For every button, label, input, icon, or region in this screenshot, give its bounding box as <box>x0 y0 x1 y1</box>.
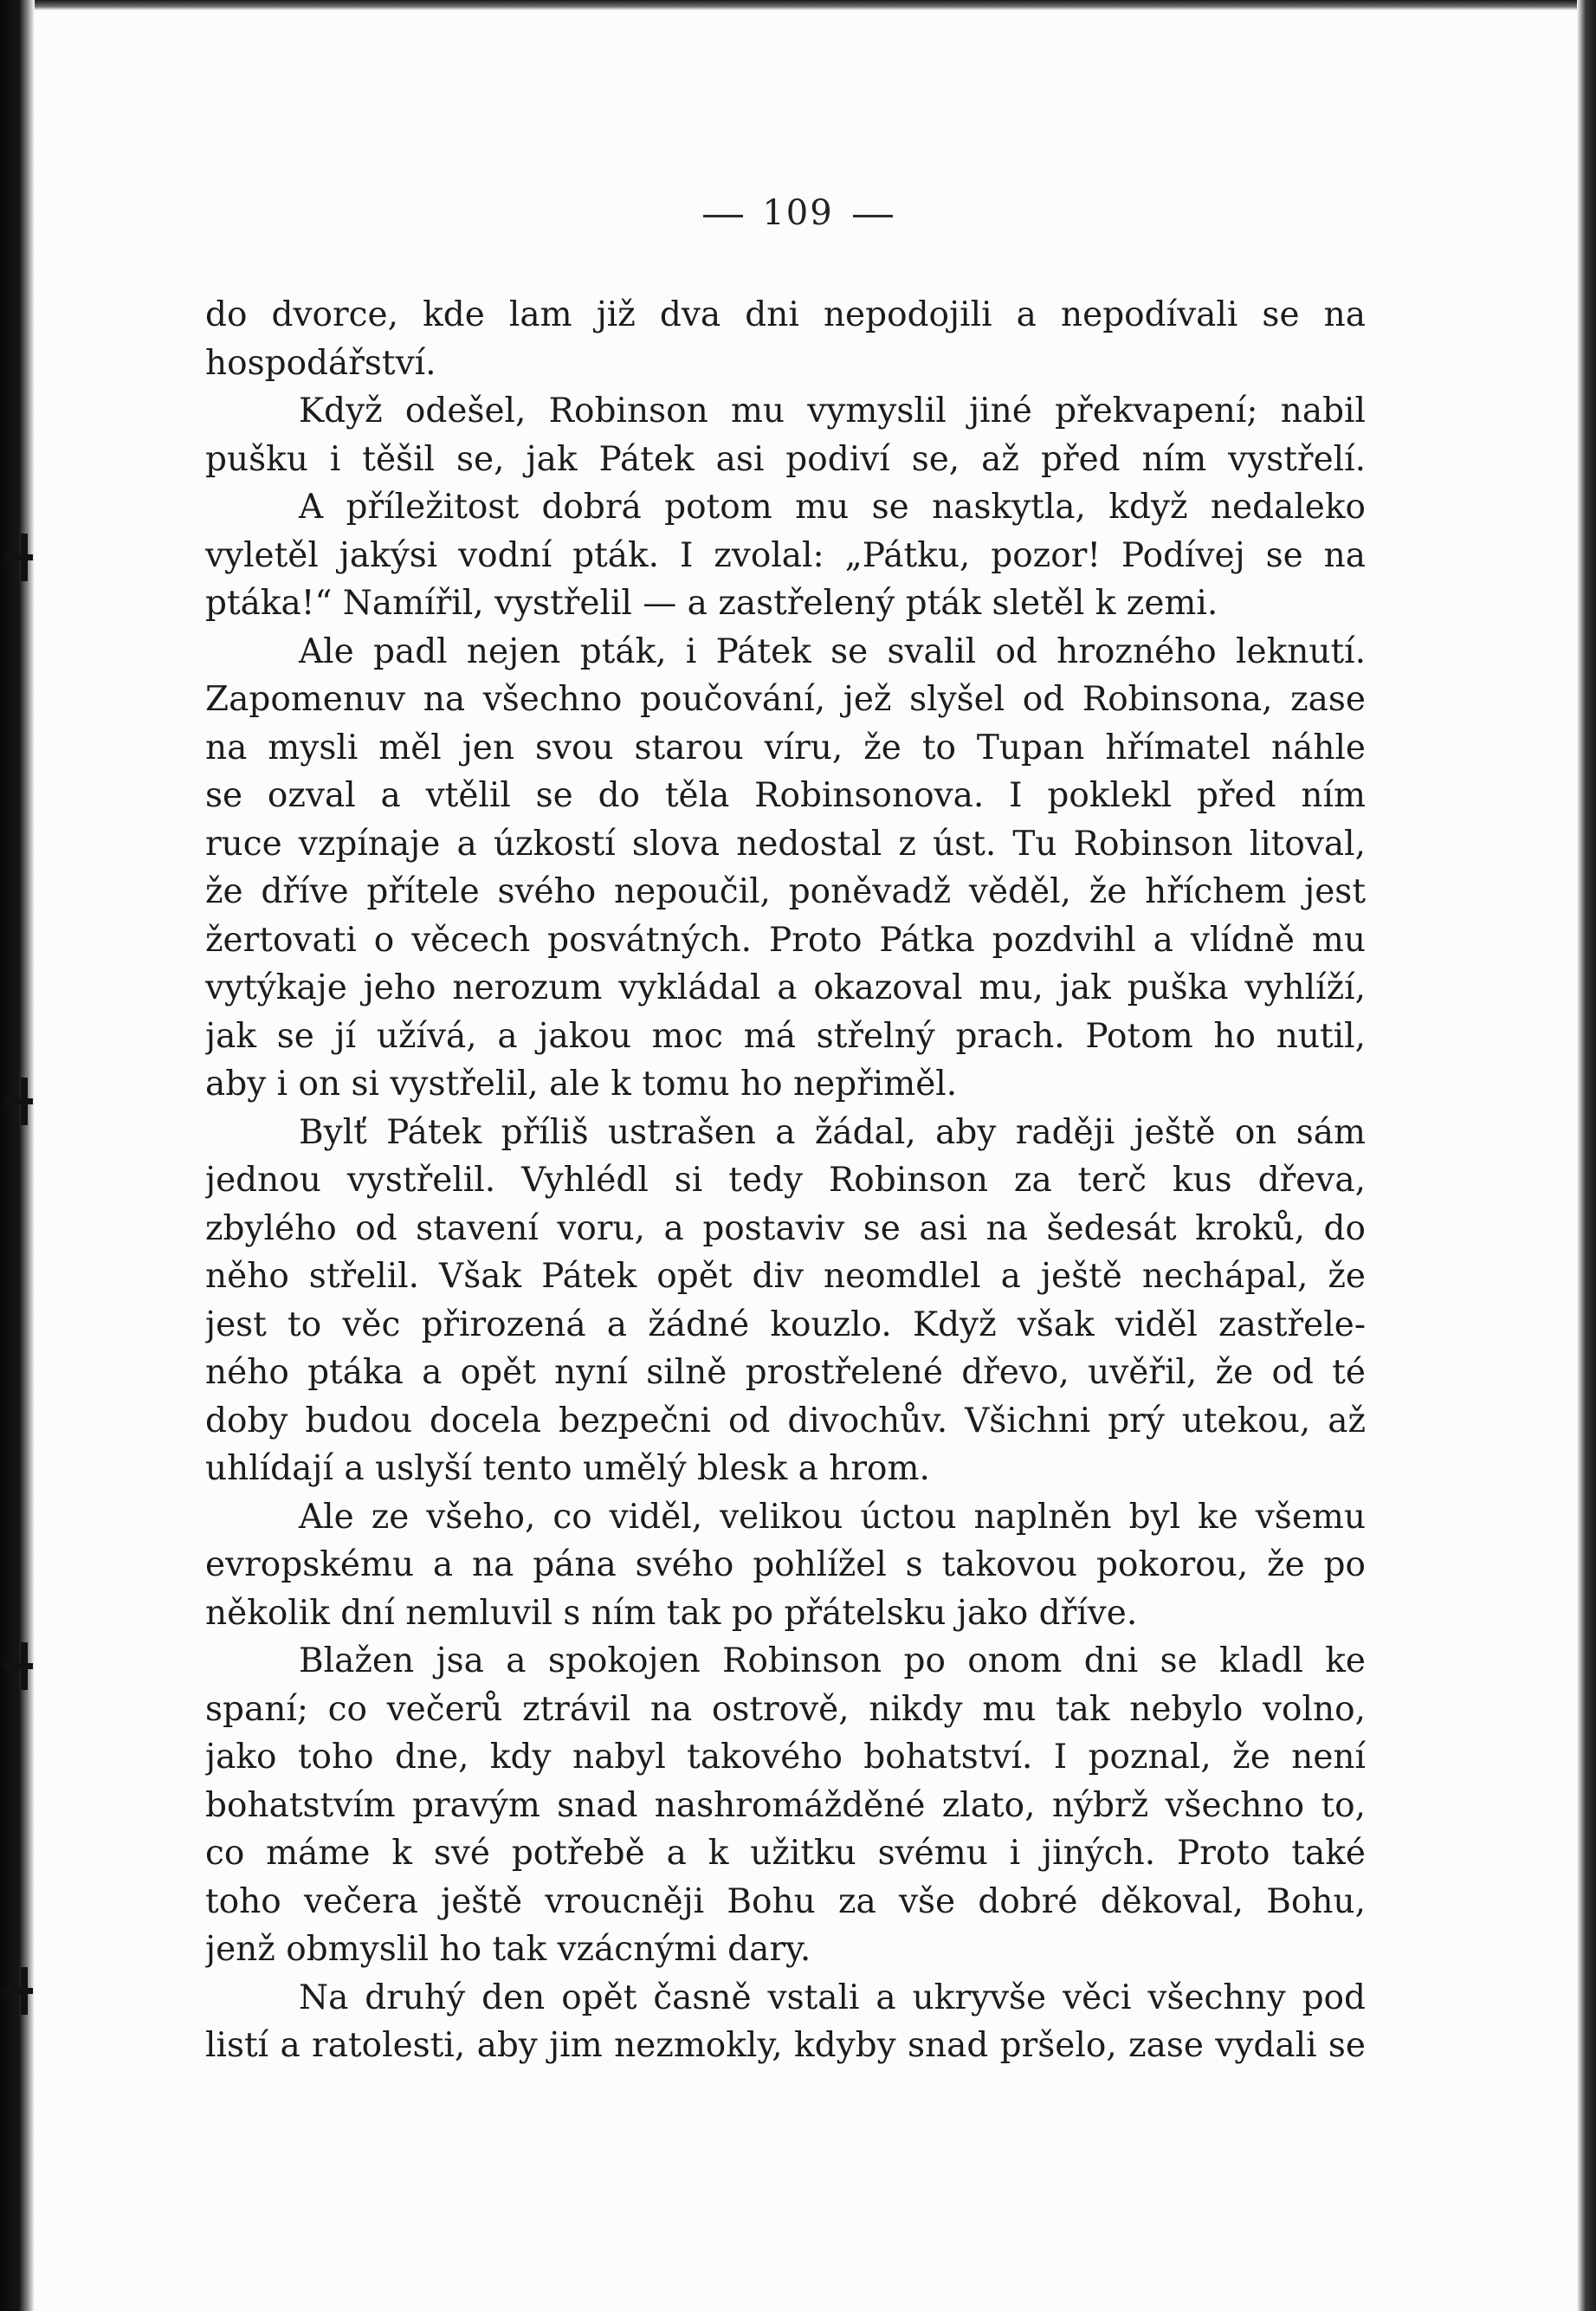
text-line: Ale padl nejen pták, i Pátek se svalil od hrozného leknutí. <box>299 631 1366 671</box>
text-line: jest to věc přirozená a žádné kouzlo. Když však viděl zastřele- <box>205 1304 1366 1344</box>
text-line: listí a ratolesti, aby jim nezmokly, kdyby snad pršelo, zase vydali se <box>205 2026 1366 2065</box>
text-line: vytýkaje jeho nerozum vykládal a okazoval mu, jak puška vyhlíží, <box>205 968 1366 1007</box>
text-line: Blažen jsa a spokojen Robinson po onom dni se kladl ke <box>299 1641 1366 1680</box>
text-line: Zapomenuv na všechno poučování, jež slyšel od Robinsona, zase <box>205 680 1366 719</box>
text-line: zbylého od stavení voru, a postaviv se asi na šedesát kroků, do <box>205 1208 1366 1248</box>
text-line: co máme k své potřebě a k užitku svému i jiných. Proto také <box>205 1834 1366 1873</box>
text-line: aby i on si vystřelil, ale k tomu ho nepřiměl. <box>205 1065 958 1104</box>
text-line: jednou vystřelil. Vyhlédl si tedy Robinson za terč kus dřeva, <box>205 1161 1366 1200</box>
text-line: ného ptáka a opět nyní silně prostřelené dřevo, uvěřil, že od té <box>205 1353 1366 1392</box>
text-line: na mysli měl jen svou starou víru, že to Tupan hřímatel náhle <box>205 728 1366 767</box>
text-line: se ozval a vtělil se do těla Robinsonova. I poklekl před ním <box>205 776 1366 815</box>
text-line: že dříve přítele svého nepoučil, poněvadž věděl, že hříchem jest <box>205 872 1366 911</box>
text-line: vyletěl jakýsi vodní pták. I zvolal: „Pátku, pozor! Podívej se na <box>205 535 1366 575</box>
text-line: pušku i těšil se, jak Pátek asi podiví se, až před ním vystřelí. <box>205 439 1366 479</box>
margin-mark <box>3 1098 33 1104</box>
text-line: Na druhý den opět časně vstali a ukryvše věci všechny pod <box>299 1978 1366 2017</box>
scan-right-edge <box>1577 0 1596 2311</box>
margin-mark <box>3 554 33 560</box>
page-number: 109 <box>762 193 834 233</box>
page-number-header <box>0 193 1596 233</box>
text-line: něho střelil. Však Pátek opět div neomdlel a ještě nechápal, že <box>205 1257 1366 1296</box>
text-line: jak se jí užívá, a jakou moc má střelný prach. Potom ho nutil, <box>205 1016 1366 1056</box>
text-line: bohatstvím pravým snad nashromážděné zlato, nýbrž všechno to, <box>205 1785 1366 1825</box>
text-line: do dvorce, kde lam již dva dni nepodojili a nepodívali se na <box>205 295 1366 334</box>
text-line: jako toho dne, kdy nabyl takového bohatství. I poznal, že není <box>205 1738 1366 1777</box>
text-line: A příležitost dobrá potom mu se naskytla, když nedaleko <box>299 488 1366 527</box>
text-line: jenž obmyslil ho tak vzácnými dary. <box>205 1930 811 1969</box>
text-line: spaní; co večerů ztrávil na ostrově, nikdy mu tak nebylo volno, <box>205 1689 1366 1729</box>
scan-top-edge <box>0 0 1596 10</box>
scan-left-edge <box>0 0 35 2311</box>
text-line: hospodářství. <box>205 343 436 383</box>
text-line: několik dní nemluvil s ním tak po přátelsku jako dříve. <box>205 1593 1138 1633</box>
text-line: žertovati o věcech posvátných. Proto Pátka pozdvihl a vlídně mu <box>205 920 1366 960</box>
text-line: Bylť Pátek příliš ustrašen a žádal, aby raději ještě on sám <box>299 1112 1366 1152</box>
text-line: doby budou docela bezpečni od divochův. Všichni prý utekou, až <box>205 1401 1366 1440</box>
text-line: ruce vzpínaje a úzkostí slova nedostal z úst. Tu Robinson litoval, <box>205 824 1366 864</box>
text-line: ptáka!“ Namířil, vystřelil — a zastřelený pták sletěl k zemi. <box>205 584 1218 623</box>
text-line: Když odešel, Robinson mu vymyslil jiné překvapení; nabil <box>299 392 1366 430</box>
body-text <box>205 291 1366 2070</box>
text-line: uhlídají a uslyší tento umělý blesk a hrom. <box>205 1449 930 1488</box>
header-dash-right <box>853 215 893 217</box>
margin-mark <box>3 1988 33 1994</box>
text-line: evropskému a na pána svého pohlížel s takovou pokorou, že po <box>205 1545 1366 1584</box>
text-line: Ale ze všeho, co viděl, velikou úctou naplněn byl ke všemu <box>299 1497 1366 1537</box>
header-dash-left <box>703 215 743 217</box>
text-line: toho večera ještě vroucněji Bohu za vše dobré děkoval, Bohu, <box>205 1881 1366 1921</box>
margin-mark <box>3 1663 33 1669</box>
